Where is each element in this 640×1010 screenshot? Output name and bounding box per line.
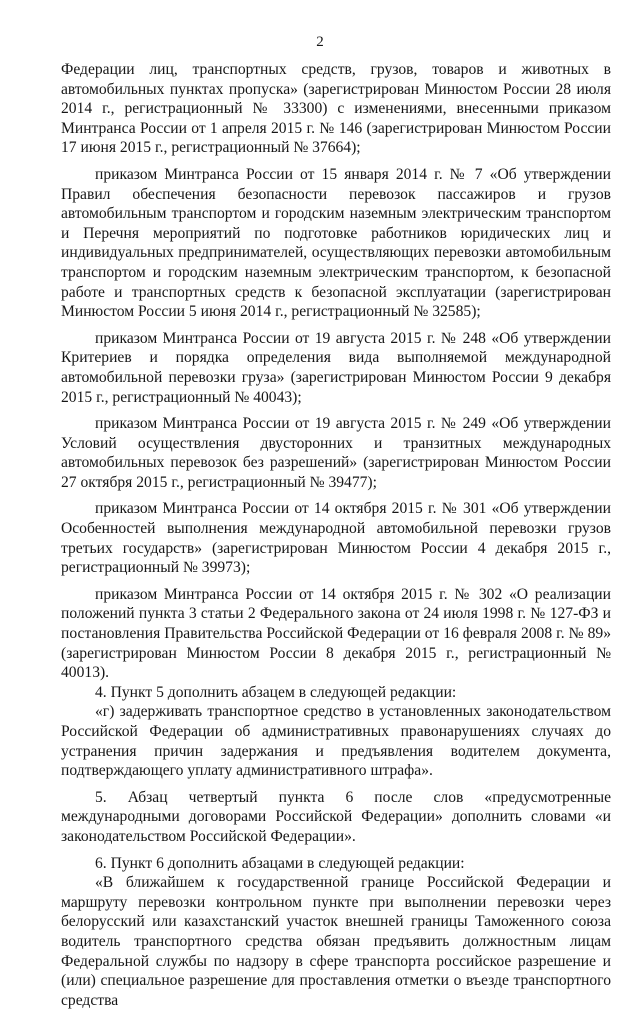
paragraph-item-6-text: «В ближайшем к государственной границе Российской Федерации и маршруту перевозки контрольном пункте при выполнении перевозки через белорусский или казахстанский участок внешней границы Таможенного союза водитель транспортного средства обязан предъявить должностным лицам Федеральной службы по надзору в сфере транспорта российское разрешение и (или) специальное разрешение для проставления отметки о въезде транспортного средства [61, 874, 611, 1009]
paragraph-item-5: 5. Абзац четвертый пункта 6 после слов «предусмотренные международными договорами Российской Федерации» дополнить словами «и законодательством Российской Федерации». [61, 788, 611, 845]
paragraph-order-302: приказом Минтранса России от 14 октября 2015 г. № 302 «О реализации положений пункта 3 статьи 2 Федерального закона от 24 июля 1998 г. № 127-ФЗ и постановления Правительства Российской Федерации от 16 февраля 2008 г. № 89» (зарегистрирован Минюстом России 8 декабря 2015 г., регистрационный № 40013). [61, 585, 611, 682]
page-number: 2 [316, 34, 324, 50]
paragraph-order-7: приказом Минтранса России от 15 января 2014 г. № 7 «Об утверждении Правил обеспечения безопасности перевозок пассажиров и грузов автомобильным транспортом и городским наземным электрическим транспортом и Перечня мероприятий по подготовке работников юридических лиц и индивидуальных предпринимателей, осуществляющих перевозки автомобильным транспортом и городским наземным электрическим транспортом, к безопасной работе и транспортных средств к безопасной эксплуатации (зарегистрирован Минюстом России 5 июня 2014 г., регистрационный № 32585); [61, 165, 611, 321]
paragraph-order-249: приказом Минтранса России от 19 августа 2015 г. № 249 «Об утверждении Условий осуществления двусторонних и транзитных международных автомобильных перевозок без разрешений» (зарегистрирован Минюстом России 27 октября 2015 г., регистрационный № 39477); [61, 415, 611, 491]
paragraph-item-4-text: «г) задерживать транспортное средство в установленных законодательством Российской Федерации об административных правонарушениях случаях до устранения причин задержания и предъявления водителем документа, подтверждающего уплату административного штрафа». [61, 703, 611, 780]
document-body [61, 60, 611, 1010]
paragraph-order-301: приказом Минтранса России от 14 октября 2015 г. № 301 «Об утверждении Особенностей выполнения международной автомобильной перевозки грузов третьих государств» (зарегистрирован Минюстом России 4 декабря 2015 г., регистрационный № 39973); [61, 500, 611, 577]
paragraph-continuation: Федерации лиц, транспортных средств, грузов, товаров и животных в автомобильных пунктах пропуска» (зарегистрирован Минюстом России 28 июля 2014 г., регистрационный № 33300) с изменениями, внесенными приказом Минтранса России от 1 апреля 2015 г. № 146 (зарегистрирован Минюстом России 17 июня 2015 г., регистрационный № 37664); [61, 61, 611, 157]
paragraph-item-4: 4. Пункт 5 дополнить абзацем в следующей редакции: [95, 683, 457, 701]
paragraph-item-6: 6. Пункт 6 дополнить абзацами в следующей редакции: [95, 854, 465, 872]
paragraph-order-248: приказом Минтранса России от 19 августа 2015 г. № 248 «Об утверждении Критериев и порядка определения вида выполняемой международной автомобильной перевозки груза» (зарегистрирован Минюстом России 9 декабря 2015 г., регистрационный № 40043); [61, 329, 611, 406]
